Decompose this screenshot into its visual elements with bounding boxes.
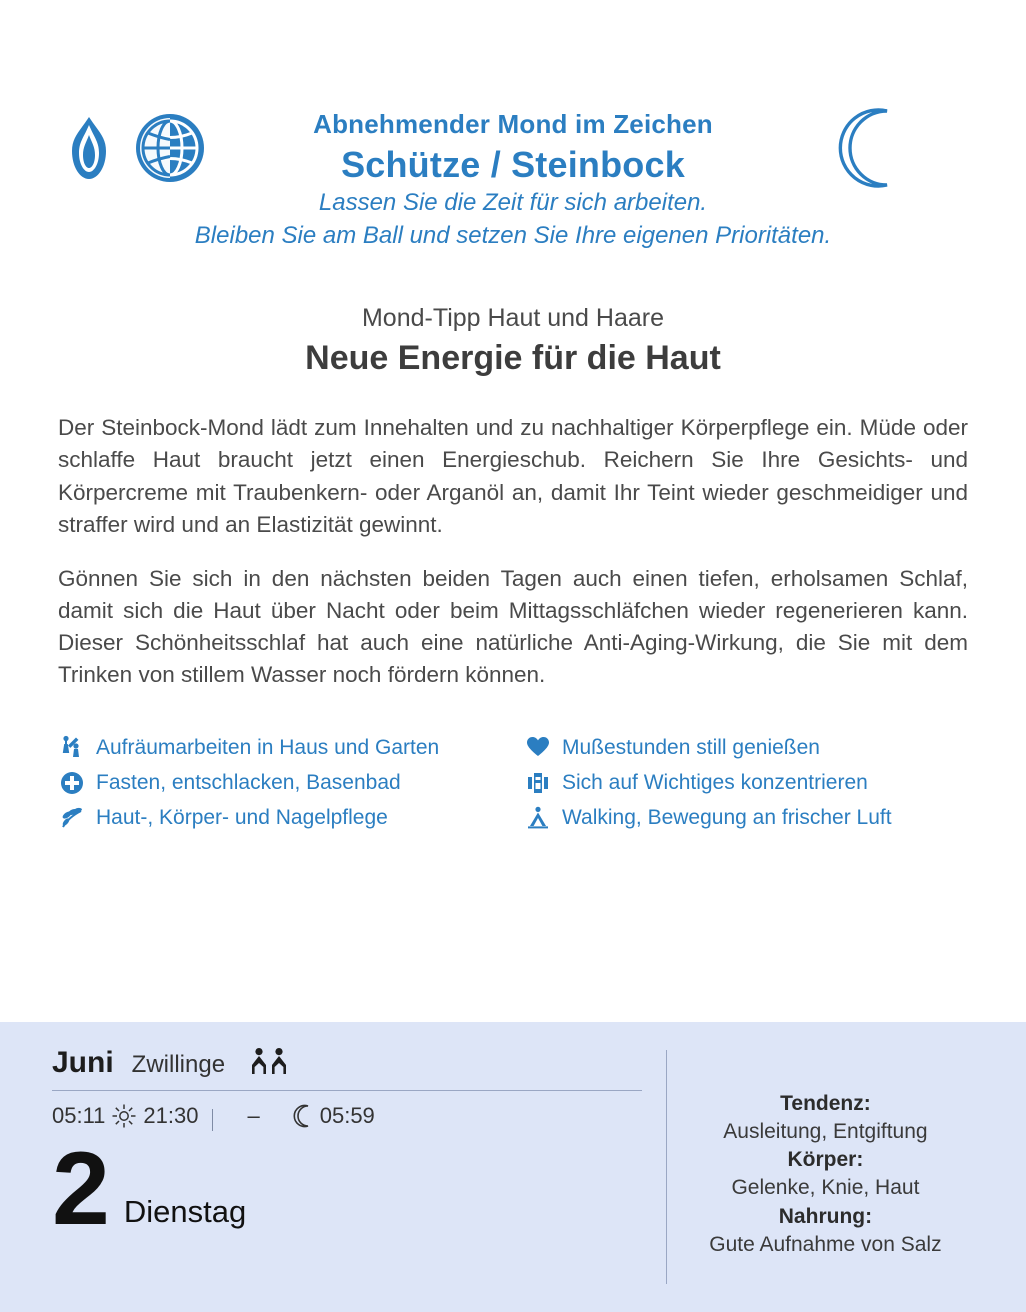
list-item — [58, 734, 502, 761]
sunrise-time: 05:11 — [52, 1103, 106, 1128]
activity-column-right — [502, 734, 968, 840]
day-name: Dienstag — [123, 1194, 247, 1230]
tools-icon — [58, 734, 86, 760]
calendar-left — [52, 1044, 666, 1296]
activity-label: Haut-, Körper- und Nagelpflege — [96, 806, 388, 830]
moon-phase-title: Abnehmender Mond im Zeichen — [313, 108, 713, 139]
crescent-moon-icon — [825, 105, 911, 191]
day-number: 2 — [52, 1131, 108, 1247]
activity-label: Walking, Bewegung an frischer Luft — [562, 806, 892, 830]
header-titles — [258, 109, 768, 187]
moon-small-icon — [292, 1104, 314, 1128]
motto-line-1: Lassen Sie die Zeit für sich arbeiten. — [318, 189, 708, 216]
info-value: Gelenke, Knie, Haut — [731, 1176, 920, 1200]
motto — [58, 186, 968, 252]
day-row — [52, 1131, 642, 1247]
list-item — [524, 769, 968, 796]
activity-label: Sich auf Wichtiges konzentrieren — [562, 770, 868, 794]
walking-person-icon — [524, 805, 552, 831]
sun-icon — [111, 1103, 137, 1129]
month-row — [52, 1044, 642, 1080]
moon-phase-symbol — [768, 105, 968, 191]
globe-half-icon — [134, 112, 206, 184]
list-item — [58, 804, 502, 831]
herb-icon — [58, 805, 86, 831]
tip-paragraph: Der Steinbock-Mond lädt zum Innehalten und zu nachhaltiger Körperpflege ein. Müde oder schlaffe Haut braucht jetzt einen Energieschub. Reichern Sie Ihre Gesichts- und Körpercreme mit Traubenkern- oder Arganöl an, damit Ihr Teint wieder geschmeidiger und straffer wird und an Elastizität gewinnt. — [58, 415, 968, 537]
list-item — [524, 734, 968, 761]
time-separator — [212, 1109, 213, 1131]
sunset-time: 21:30 — [143, 1103, 199, 1128]
element-icons — [58, 112, 258, 184]
tip-body — [58, 412, 968, 691]
info-value: Gute Aufnahme von Salz — [709, 1232, 942, 1256]
time-dash: – — [247, 1103, 260, 1128]
info-value: Ausleitung, Entgiftung — [723, 1120, 928, 1144]
heart-icon — [524, 734, 552, 760]
tip-paragraph: Gönnen Sie sich in den nächsten beiden Tagen auch einen tiefen, erholsamen Schlaf, damit sich die Haut über Nacht oder beim Mittagsschläfchen wieder regenerieren kann. Dieser Schönheitsschlaf hat auch eine natürliche Anti-Aging-Wirkung, die Sie mit dem Trinken von stillem Wasser noch fördern können. — [58, 565, 968, 688]
tip-kicker: Mond-Tipp Haut und Haare — [361, 304, 664, 333]
sun-moon-times — [52, 1103, 642, 1129]
divider — [52, 1090, 642, 1091]
focus-icon — [524, 770, 552, 796]
gemini-twins-icon — [247, 1047, 293, 1075]
activity-label: Fasten, entschlacken, Basenbad — [96, 770, 401, 794]
info-label: Nahrung: — [778, 1204, 873, 1228]
motto-line-2: Bleiben Sie am Ball und setzen Sie Ihre eigenen Prioritäten. — [194, 222, 832, 250]
calendar-band — [0, 1022, 1026, 1312]
flame-icon — [58, 115, 120, 181]
info-label: Tendenz: — [780, 1092, 871, 1115]
zodiac-sign-label: Zwillinge — [131, 1051, 226, 1078]
zodiac-title: Schütze / Steinbock — [341, 144, 685, 186]
list-item — [524, 804, 968, 831]
medical-cross-icon — [58, 770, 86, 796]
header — [58, 0, 968, 186]
activity-label: Aufräumarbeiten in Haus und Garten — [96, 735, 440, 759]
tip-title: Neue Energie für die Haut — [305, 339, 721, 378]
month-label: Juni — [52, 1046, 114, 1079]
moonrise-time: 05:59 — [319, 1103, 375, 1128]
activity-label: Mußestunden still genießen — [562, 735, 820, 759]
calendar-info — [667, 1044, 984, 1296]
activity-column-left — [58, 734, 502, 840]
activity-lists — [58, 734, 968, 840]
list-item — [58, 769, 502, 796]
info-label: Körper: — [787, 1148, 864, 1172]
